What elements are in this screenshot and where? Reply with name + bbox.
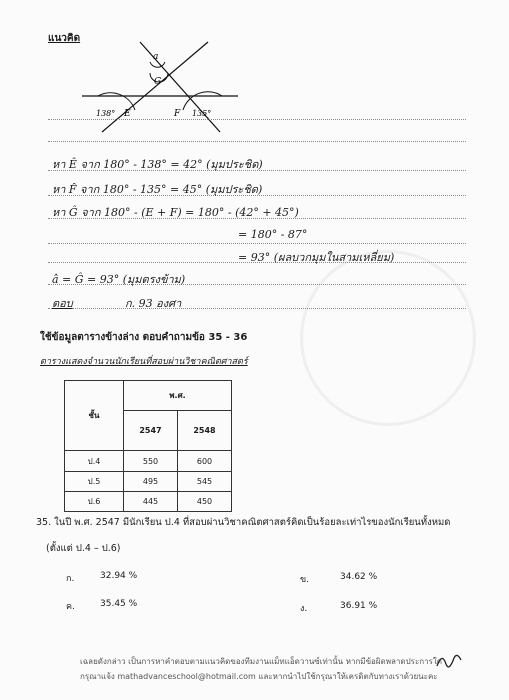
- f-arc: [183, 92, 222, 110]
- angle-b-label: a: [153, 52, 159, 62]
- table-caption: ตารางแสดงจำนวนนักเรียนที่สอบผ่านวิชาคณิตศาสตร์: [40, 357, 248, 367]
- solution-line-step: = 180° - 87°: [238, 228, 308, 241]
- ruled-line: [48, 308, 466, 309]
- answer-value: ก. 93 องศา: [125, 297, 182, 310]
- option-b-text: 34.62 %: [340, 572, 378, 582]
- ruled-line: [48, 119, 466, 120]
- option-c-key: ค.: [66, 602, 75, 612]
- table-cell-2548: 545: [178, 472, 232, 492]
- footer-contact: กรุณาแจ้ง mathadvanceschool@hotmail.com และหากนำไปใช้กรุณาให้เครดิตกับทางเราด้วยนะคะ: [80, 672, 438, 681]
- watermark: [300, 250, 476, 426]
- solution-line-result: = 93° (ผลบวกมุมในสามเหลี่ยม): [238, 251, 395, 264]
- angle-diagram: [80, 40, 240, 135]
- angle-e-label: E: [124, 109, 131, 119]
- table-row-level: ป.6: [65, 492, 124, 512]
- top-arc: [150, 62, 165, 67]
- header-year-group: พ.ศ.: [124, 381, 232, 411]
- ruled-line: [48, 243, 466, 244]
- table-row-level: ป.4: [65, 451, 124, 472]
- question-35: 35. ในปี พ.ศ. 2547 มีนักเรียน ป.4 ที่สอบผ่านวิชาคณิตศาสตร์คิดเป็นร้อยละเท่าไรของนักเรียนทั้งหมด: [36, 517, 451, 528]
- table-cell-2548: 600: [178, 451, 232, 472]
- table-cell-2547: 495: [124, 472, 178, 492]
- question-35-range: (ตั้งแต่ ป.4 – ป.6): [46, 543, 121, 554]
- angle-g-label: G: [154, 77, 162, 87]
- section-heading: แนวคิด: [48, 33, 81, 44]
- header-grade: ชั้น: [65, 381, 124, 451]
- option-a-text: 32.94 %: [100, 571, 138, 581]
- angle-f-label: F: [174, 109, 181, 119]
- signature-stroke: [437, 655, 461, 666]
- angle-e-value: 138°: [96, 109, 116, 118]
- data-table: [64, 380, 232, 512]
- footer-disclaimer: เฉลยดังกล่าว เป็นการหาคำตอบตามแนวคิดของทีมงานแม็ทแอ็ดวานซ์เท่านั้น หากมีข้อผิดพลาดประการใด: [80, 657, 442, 666]
- solution-line-opposite: â = Ĝ = 93° (มุมตรงข้าม): [52, 273, 186, 286]
- table-cell-2547: 445: [124, 492, 178, 512]
- e-arc: [98, 93, 135, 110]
- table-row-level: ป.5: [65, 472, 124, 492]
- option-a-key: ก.: [66, 574, 75, 584]
- ruled-line: [48, 141, 466, 142]
- option-c-text: 35.45 %: [100, 599, 138, 609]
- header-year-2548: 2548: [178, 411, 232, 451]
- solution-line-f: หา F̂ จาก 180° - 135° = 45° (มุมประชิด): [52, 183, 263, 196]
- solution-line-e: หา Ê จาก 180° - 138° = 42° (มุมประชิด): [52, 158, 263, 171]
- table-cell-2548: 450: [178, 492, 232, 512]
- option-b-key: ข.: [300, 575, 310, 585]
- answer-label: ตอบ: [52, 297, 73, 310]
- signature-mark: [434, 650, 464, 674]
- option-d-key: ง.: [300, 604, 308, 614]
- table-cell-2547: 550: [124, 451, 178, 472]
- option-d-text: 36.91 %: [340, 601, 378, 611]
- header-year-2547: 2547: [124, 411, 178, 451]
- angle-f-value: 135°: [192, 109, 212, 118]
- question-instruction: ใช้ข้อมูลตารางข้างล่าง ตอบคำถามข้อ 35 - 36: [40, 332, 248, 343]
- solution-line-g: หา Ĝ จาก 180° - (E + F) = 180° - (42° + 45°): [52, 206, 299, 219]
